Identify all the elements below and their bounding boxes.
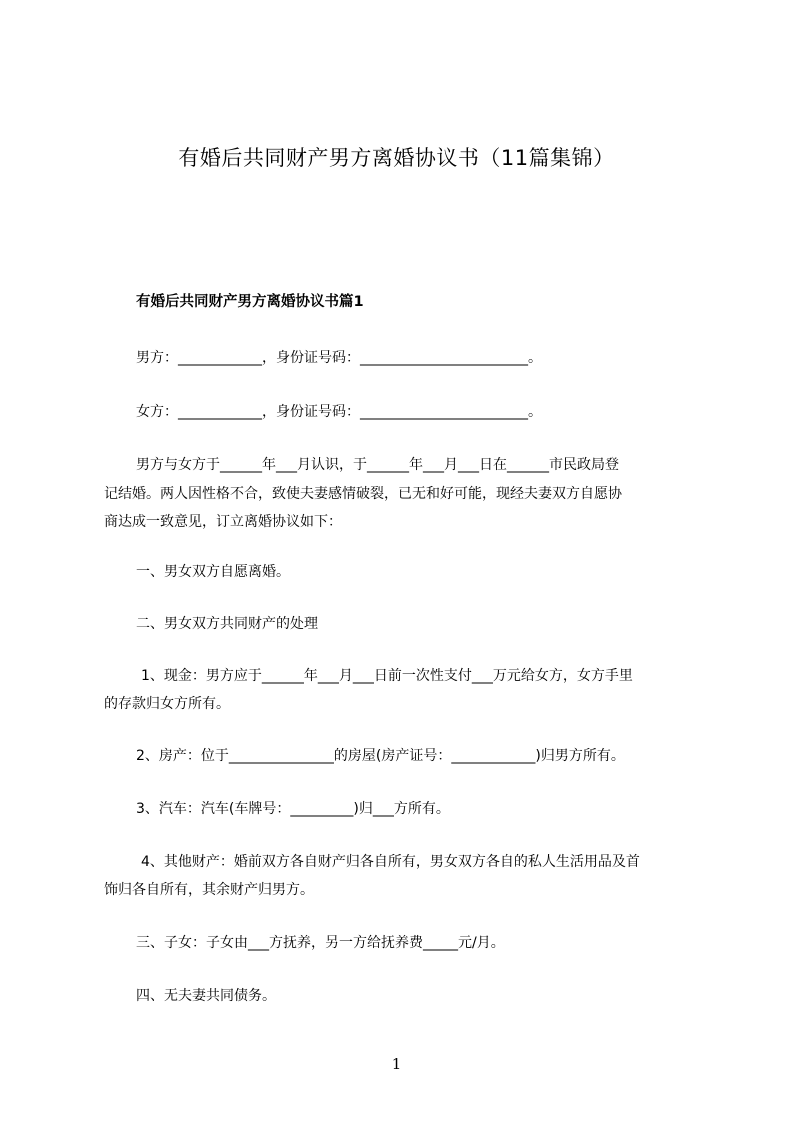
clause-line: 四、无夫妻共同债务。 <box>136 988 276 1004</box>
paragraph-line: 记结婚。两人因性格不合，致使夫妻感情破裂，已无和好可能，现经夫妻双方自愿协 <box>104 486 622 502</box>
clause-line: 三、子女：子女由___方抚养，另一方给抚养费_____元/月。 <box>136 935 505 951</box>
clause-line: 2、房产：位于_______________的房屋(房产证号：____________)归男方所有。 <box>136 748 625 764</box>
clause-line: 二、男女双方共同财产的处理 <box>136 616 318 632</box>
clause-line: 饰归各自所有，其余财产归男方。 <box>104 882 314 898</box>
clause-line: 1、现金：男方应于______年___月___日前一次性支付___万元给女方，女方手里 <box>141 668 633 684</box>
paragraph-line: 男方与女方于______年___月认识，于______年___月___日在______市民政局登 <box>136 457 619 473</box>
clause-line: 的存款归女方所有。 <box>104 696 230 712</box>
male-party-line: 男方：____________，身份证号码：________________________。 <box>136 350 542 366</box>
clause-line: 4、其他财产：婚前双方各自财产归各自所有，男女双方各自的私人生活用品及首 <box>141 854 640 870</box>
paragraph-line: 商达成一致意见，订立离婚协议如下： <box>104 514 342 530</box>
clause-line: 3、汽车：汽车(车牌号：_________)归___方所有。 <box>136 801 450 817</box>
female-party-line: 女方：____________，身份证号码：________________________。 <box>136 404 542 420</box>
clause-line: 一、男女双方自愿离婚。 <box>136 564 290 580</box>
page-number: 1 <box>391 1055 402 1073</box>
section-heading: 有婚后共同财产男方离婚协议书篇1 <box>136 294 364 310</box>
document-title: 有婚后共同财产男方离婚协议书（11篇集锦） <box>178 146 615 170</box>
